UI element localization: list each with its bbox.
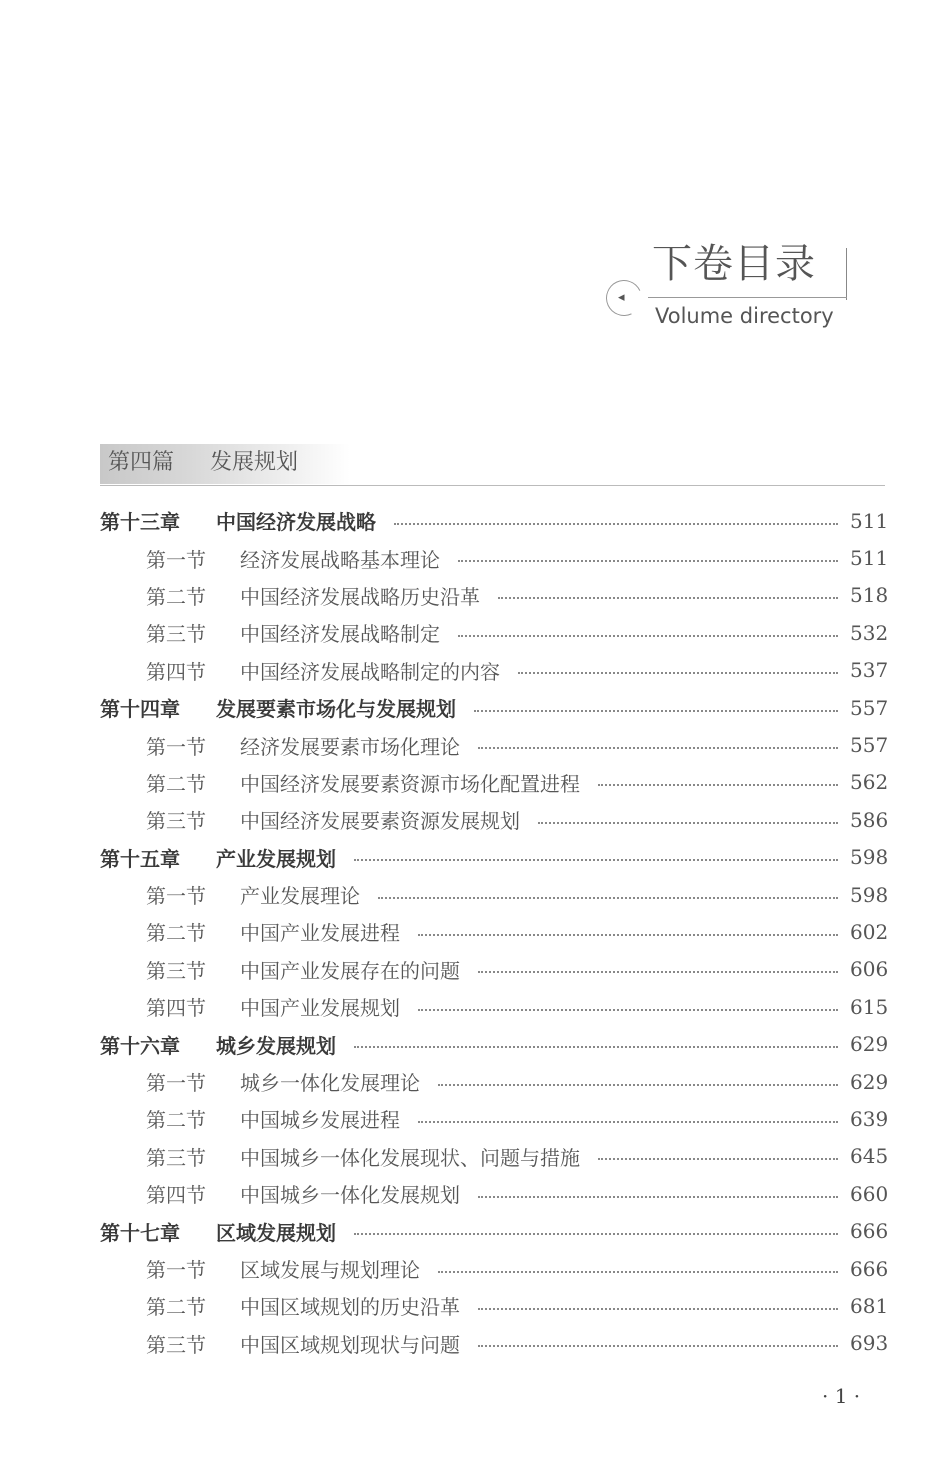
entry-title: 中国经济发展战略 bbox=[216, 510, 376, 535]
entry-title: 区域发展规划 bbox=[216, 1220, 336, 1245]
entry-number: 第一节 bbox=[146, 884, 206, 909]
entry-number: 第十六章 bbox=[100, 1033, 180, 1058]
dot-leader bbox=[538, 822, 838, 824]
entry-number: 第二节 bbox=[146, 1295, 206, 1320]
toc-section-entry[interactable] bbox=[100, 764, 889, 801]
entry-page-number: 629 bbox=[850, 1032, 889, 1057]
entry-page-number: 693 bbox=[850, 1331, 889, 1356]
entry-page-number: 666 bbox=[850, 1256, 889, 1281]
entry-number: 第四节 bbox=[146, 1183, 206, 1208]
dot-leader bbox=[478, 747, 838, 749]
entry-number: 第二节 bbox=[146, 771, 206, 796]
entry-page-number: 629 bbox=[850, 1069, 889, 1094]
entry-title: 中国产业发展规划 bbox=[240, 996, 400, 1021]
volume-header bbox=[600, 240, 860, 340]
dot-leader bbox=[354, 859, 838, 861]
toc-section-entry[interactable] bbox=[100, 539, 889, 576]
dot-leader bbox=[418, 934, 838, 936]
entry-number: 第二节 bbox=[146, 1108, 206, 1133]
toc-section-entry[interactable] bbox=[100, 1325, 889, 1362]
header-vertical-rule bbox=[846, 248, 847, 300]
entry-page-number: 645 bbox=[850, 1144, 889, 1169]
entry-number: 第十五章 bbox=[100, 846, 180, 871]
toc-section-entry[interactable] bbox=[100, 614, 889, 651]
entry-page-number: 511 bbox=[850, 508, 889, 533]
entry-number: 第一节 bbox=[146, 547, 206, 572]
entry-title: 经济发展战略基本理论 bbox=[240, 547, 440, 572]
toc-chapter-entry[interactable] bbox=[100, 502, 889, 539]
dot-leader bbox=[478, 1308, 838, 1310]
entry-title: 中国区域规划的历史沿革 bbox=[240, 1295, 460, 1320]
entry-title: 产业发展理论 bbox=[240, 884, 360, 909]
dot-leader bbox=[418, 1121, 838, 1123]
part-banner bbox=[100, 444, 350, 484]
entry-number: 第一节 bbox=[146, 1071, 206, 1096]
toc-chapter-entry[interactable] bbox=[100, 1025, 889, 1062]
entry-number: 第十三章 bbox=[100, 510, 180, 535]
entry-page-number: 598 bbox=[850, 845, 889, 870]
toc-section-entry[interactable] bbox=[100, 1138, 889, 1175]
entry-page-number: 639 bbox=[850, 1106, 889, 1131]
entry-number: 第十七章 bbox=[100, 1220, 180, 1245]
entry-number: 第三节 bbox=[146, 622, 206, 647]
entry-title: 经济发展要素市场化理论 bbox=[240, 734, 460, 759]
dot-leader bbox=[478, 1345, 838, 1347]
entry-title: 中国产业发展存在的问题 bbox=[240, 958, 460, 983]
volume-title: 下卷目录 bbox=[652, 241, 816, 287]
entry-title: 中国城乡发展进程 bbox=[240, 1108, 400, 1133]
volume-subtitle: Volume directory bbox=[655, 304, 834, 328]
entry-number: 第四节 bbox=[146, 996, 206, 1021]
entry-title: 中国城乡一体化发展现状、问题与措施 bbox=[240, 1145, 580, 1170]
entry-title: 中国经济发展战略制定 bbox=[240, 622, 440, 647]
entry-title: 中国经济发展战略历史沿革 bbox=[240, 584, 480, 609]
dot-leader bbox=[438, 1271, 838, 1273]
toc-section-entry[interactable] bbox=[100, 726, 889, 763]
entry-page-number: 681 bbox=[850, 1293, 889, 1318]
entry-title: 发展要素市场化与发展规划 bbox=[216, 697, 456, 722]
entry-number: 第三节 bbox=[146, 809, 206, 834]
toc-section-entry[interactable] bbox=[100, 1250, 889, 1287]
dot-leader bbox=[458, 560, 838, 562]
entry-page-number: 660 bbox=[850, 1181, 889, 1206]
part-label: 第四篇 bbox=[108, 450, 175, 475]
entry-page-number: 518 bbox=[850, 583, 889, 608]
dot-leader bbox=[354, 1233, 838, 1235]
entry-title: 中国产业发展进程 bbox=[240, 921, 400, 946]
entry-page-number: 532 bbox=[850, 620, 889, 645]
dot-leader bbox=[598, 1158, 838, 1160]
entry-page-number: 557 bbox=[850, 695, 889, 720]
toc-section-entry[interactable] bbox=[100, 951, 889, 988]
part-title: 发展规划 bbox=[210, 450, 299, 475]
entry-number: 第一节 bbox=[146, 1258, 206, 1282]
entry-page-number: 602 bbox=[850, 919, 889, 944]
toc-chapter-entry[interactable] bbox=[100, 689, 889, 726]
entry-number: 第三节 bbox=[146, 958, 206, 983]
toc-section-entry[interactable] bbox=[100, 1063, 889, 1100]
toc-section-entry[interactable] bbox=[100, 577, 889, 614]
toc-section-entry[interactable] bbox=[100, 913, 889, 950]
entry-title: 区域发展与规划理论 bbox=[240, 1258, 420, 1282]
dot-leader bbox=[378, 897, 838, 899]
entry-page-number: 557 bbox=[850, 733, 889, 758]
dot-leader bbox=[474, 710, 838, 712]
part-divider bbox=[100, 485, 885, 486]
dot-leader bbox=[518, 672, 838, 674]
toc-section-entry[interactable] bbox=[100, 1100, 889, 1137]
entry-page-number: 511 bbox=[850, 546, 889, 571]
header-horizontal-rule bbox=[648, 297, 847, 298]
dot-leader bbox=[458, 635, 838, 637]
dot-leader bbox=[598, 784, 838, 786]
dot-leader bbox=[354, 1046, 838, 1048]
page-number: · 1 · bbox=[822, 1384, 861, 1408]
entry-page-number: 615 bbox=[850, 994, 889, 1019]
dot-leader bbox=[478, 971, 838, 973]
entry-number: 第三节 bbox=[146, 1332, 206, 1357]
toc-section-entry[interactable] bbox=[100, 1287, 889, 1324]
toc-chapter-entry[interactable] bbox=[100, 839, 889, 876]
dot-leader bbox=[498, 597, 838, 599]
entry-title: 中国经济发展要素资源发展规划 bbox=[240, 809, 520, 834]
dot-leader bbox=[478, 1196, 838, 1198]
entry-title: 中国城乡一体化发展规划 bbox=[240, 1183, 460, 1208]
entry-page-number: 562 bbox=[850, 770, 889, 795]
entry-page-number: 537 bbox=[850, 658, 889, 683]
entry-page-number: 586 bbox=[850, 807, 889, 832]
entry-number: 第十四章 bbox=[100, 697, 180, 722]
toc-section-entry[interactable] bbox=[100, 1175, 889, 1212]
entry-title: 城乡发展规划 bbox=[216, 1033, 336, 1058]
entry-number: 第二节 bbox=[146, 921, 206, 946]
toc-chapter-entry[interactable] bbox=[100, 1212, 889, 1249]
dot-leader bbox=[394, 523, 838, 525]
entry-title: 产业发展规划 bbox=[216, 846, 336, 871]
dot-leader bbox=[418, 1009, 838, 1011]
entry-page-number: 666 bbox=[850, 1219, 889, 1244]
entry-page-number: 606 bbox=[850, 957, 889, 982]
entry-title: 中国经济发展要素资源市场化配置进程 bbox=[240, 771, 580, 796]
toc-section-entry[interactable] bbox=[100, 652, 889, 689]
entry-title: 城乡一体化发展理论 bbox=[240, 1071, 420, 1096]
dot-leader bbox=[438, 1084, 838, 1086]
entry-number: 第一节 bbox=[146, 734, 206, 759]
toc-section-entry[interactable] bbox=[100, 801, 889, 838]
entry-number: 第三节 bbox=[146, 1145, 206, 1170]
entry-number: 第四节 bbox=[146, 659, 206, 684]
entry-title: 中国经济发展战略制定的内容 bbox=[240, 659, 500, 684]
entry-title: 中国区域规划现状与问题 bbox=[240, 1332, 460, 1357]
entry-number: 第二节 bbox=[146, 584, 206, 609]
toc-section-entry[interactable] bbox=[100, 876, 889, 913]
left-arrow-icon: ◂ bbox=[618, 290, 625, 305]
entry-page-number: 598 bbox=[850, 882, 889, 907]
toc-section-entry[interactable] bbox=[100, 988, 889, 1025]
table-of-contents bbox=[100, 502, 889, 1362]
